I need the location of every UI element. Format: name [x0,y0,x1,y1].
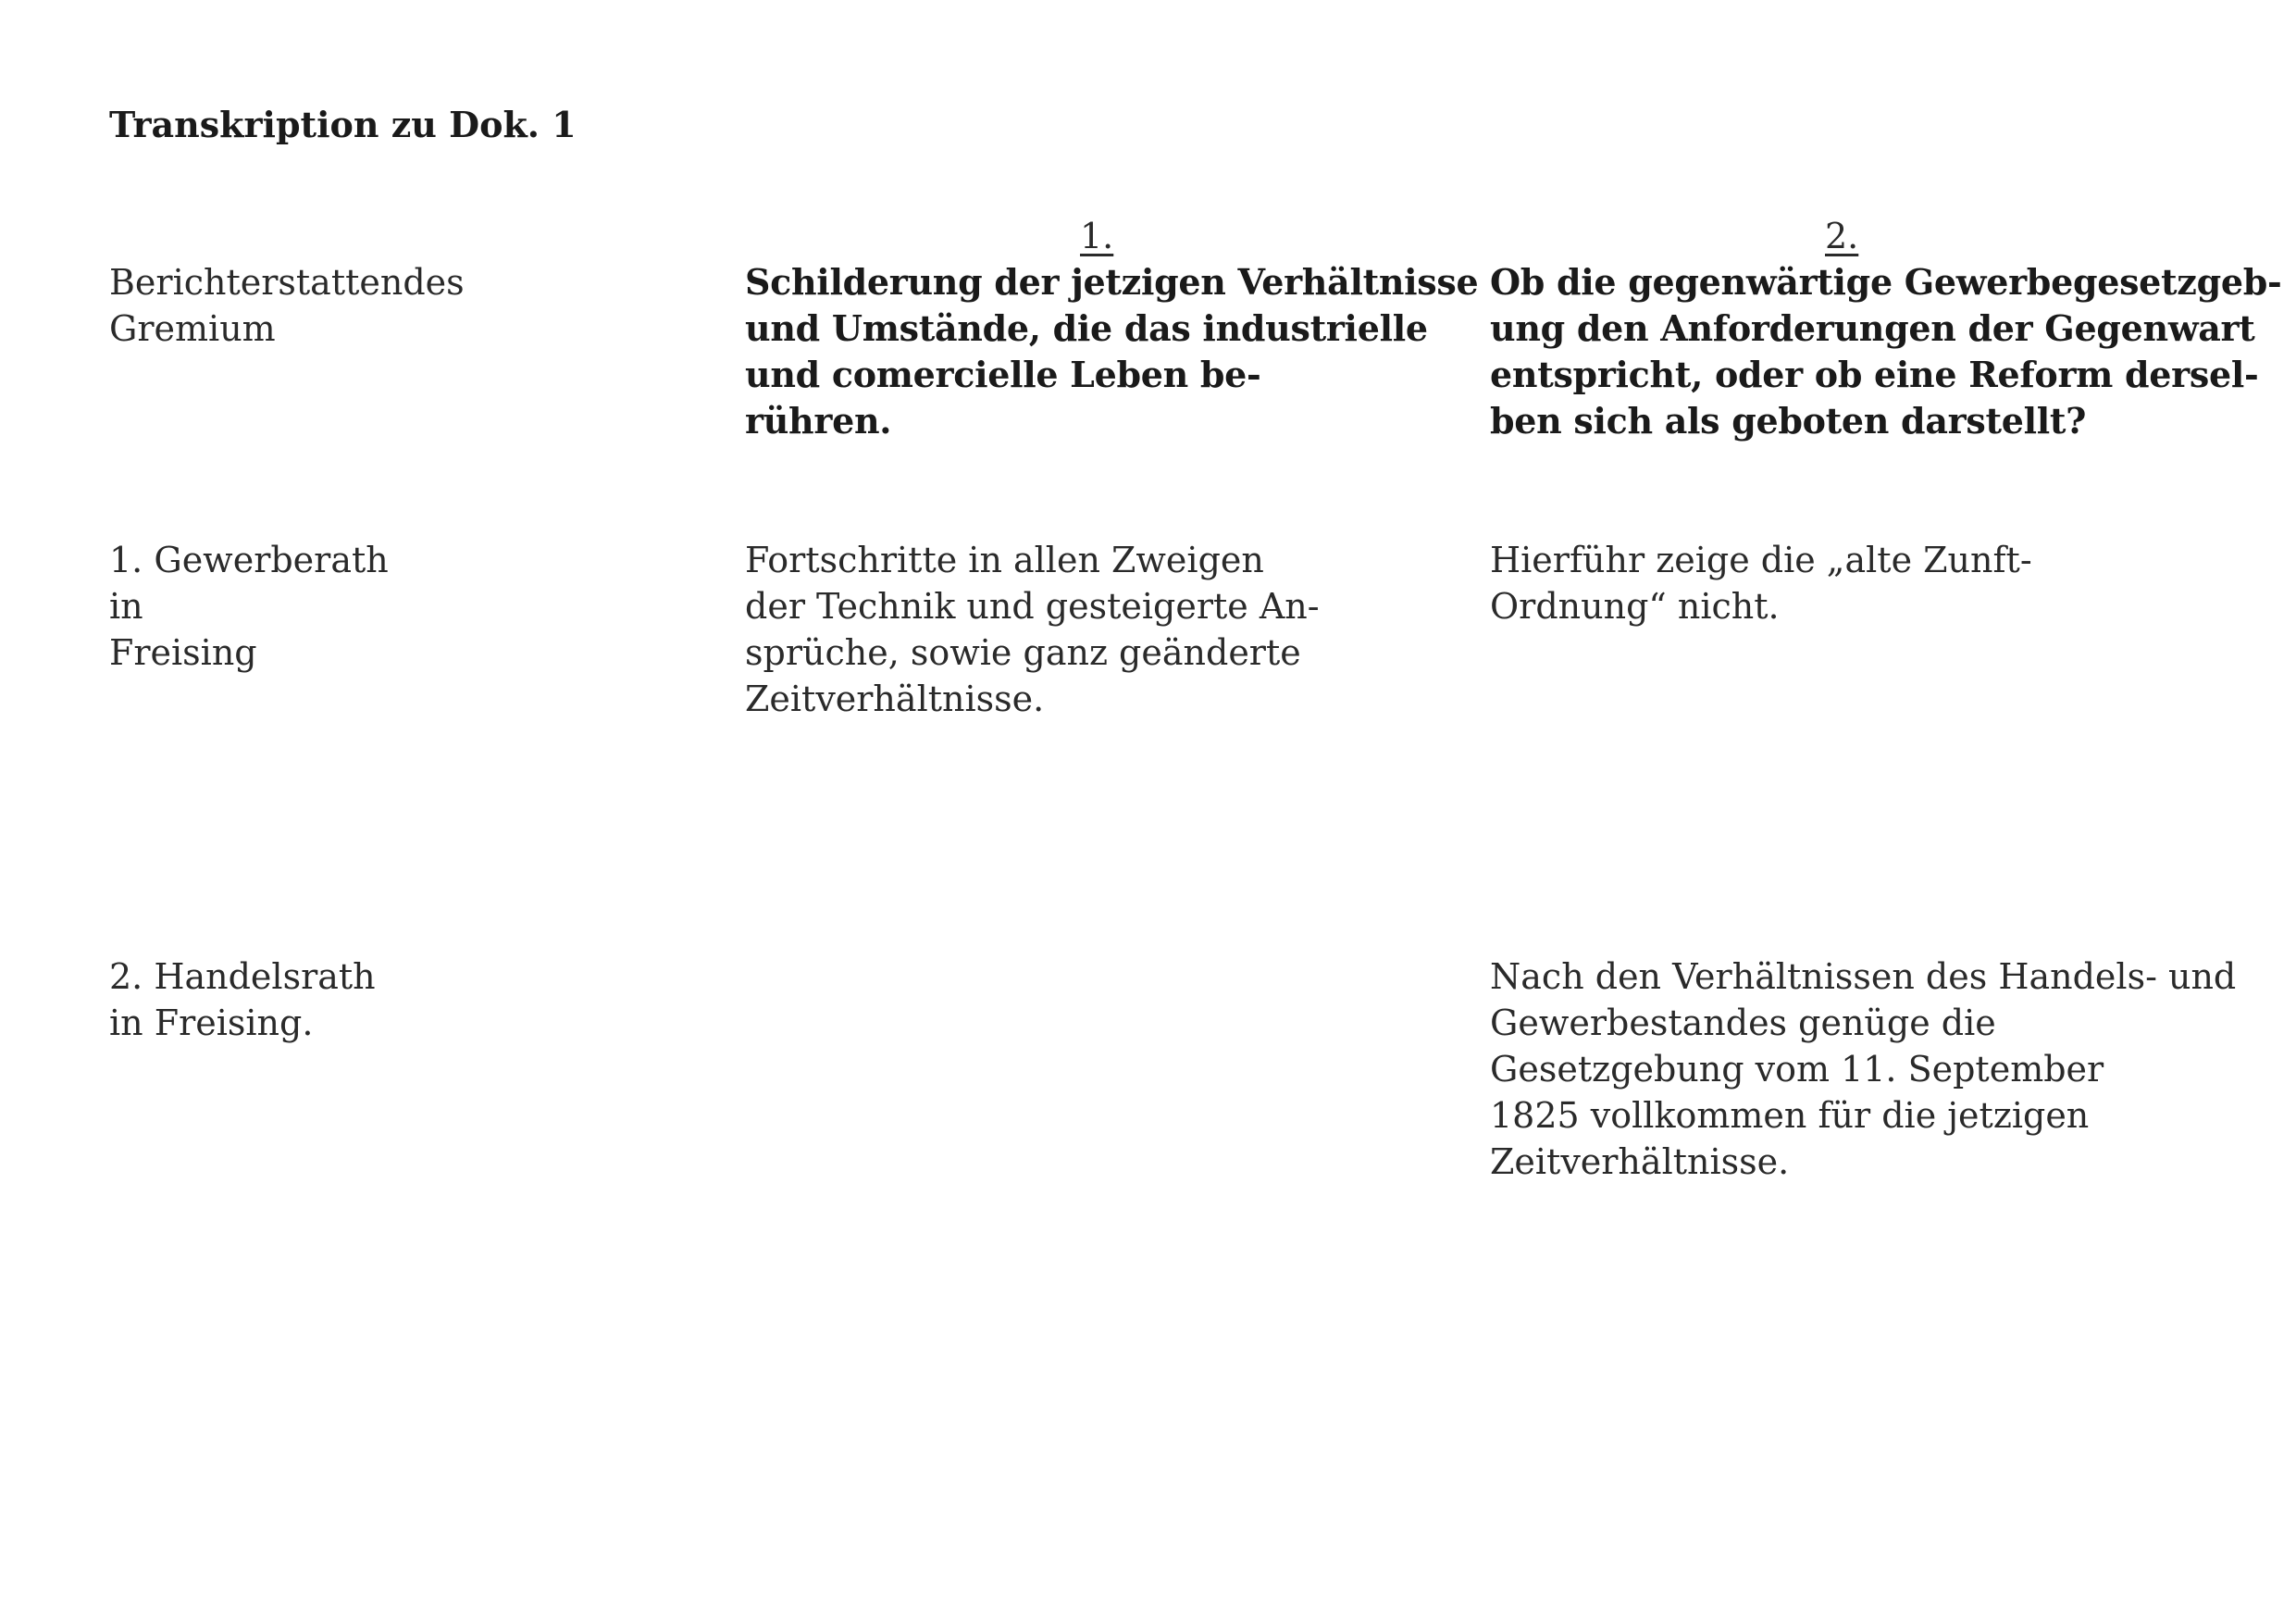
row-1-answer-1-line: der Technik und gesteigerte An- [745,586,1320,627]
column-2-question-line: Ob die gegenwärtige Gewerbegesetzgeb- [1490,261,2282,303]
row-2-answer-2-line: Nach den Verhältnissen des Handels- und [1490,956,2237,997]
row-1-answer-1-line: Zeitverhältnisse. [745,679,1045,719]
row-1-gremium-line: 1. Gewerberath [109,540,389,580]
column-2-question-line: ung den Anforderungen der Gegenwart [1490,307,2255,349]
row-header-label-line: Berichterstattendes [109,262,465,303]
column-2-question-line: entspricht, oder ob eine Reform dersel- [1490,354,2259,395]
row-1-answer-1 [745,537,1430,722]
column-2-number: 2. [1825,216,1859,256]
row-1-answer-1-line: Fortschritte in allen Zweigen [745,540,1264,580]
row-1-answer-2-line: Hierführ zeige die „alte Zunft- [1490,540,2032,580]
row-2-answer-2-line: Gesetzgebung vom 11. September [1490,1049,2104,1090]
row-header-label-line: Gremium [109,308,276,349]
row-header-label [109,259,627,352]
row-2-gremium [109,953,627,1046]
row-1-gremium-line: Freising [109,632,257,673]
row-1-gremium [109,537,627,676]
row-2-answer-2-line: Gewerbestandes genüge die [1490,1003,1996,1043]
row-2-gremium-line: in Freising. [109,1003,314,1043]
column-1-question-line: Schilderung der jetzigen Verhältnisse [745,261,1479,303]
column-1-number: 1. [1080,216,1114,256]
column-1-question [745,259,1479,444]
column-2-question [1490,259,2282,444]
column-1-question-line: und comercielle Leben be- [745,354,1261,395]
row-2-answer-2-line: 1825 vollkommen für die jetzigen [1490,1095,2090,1136]
page-title: Transkription zu Dok. 1 [109,104,577,145]
column-1-question-line: und Umstände, die das industrielle [745,307,1428,349]
row-2-answer-2-line: Zeitverhältnisse. [1490,1141,1790,1182]
row-1-answer-2-line: Ordnung“ nicht. [1490,586,1780,627]
column-2-question-line: ben sich als geboten darstellt? [1490,400,2087,442]
row-1-answer-1-line: sprüche, sowie ganz geänderte [745,632,1301,673]
row-2-answer-2 [1490,953,2267,1185]
column-1-question-line: rühren. [745,400,892,442]
row-1-answer-2 [1490,537,2267,629]
row-2-gremium-line: 2. Handelsrath [109,956,376,997]
row-1-gremium-line: in [109,586,143,627]
